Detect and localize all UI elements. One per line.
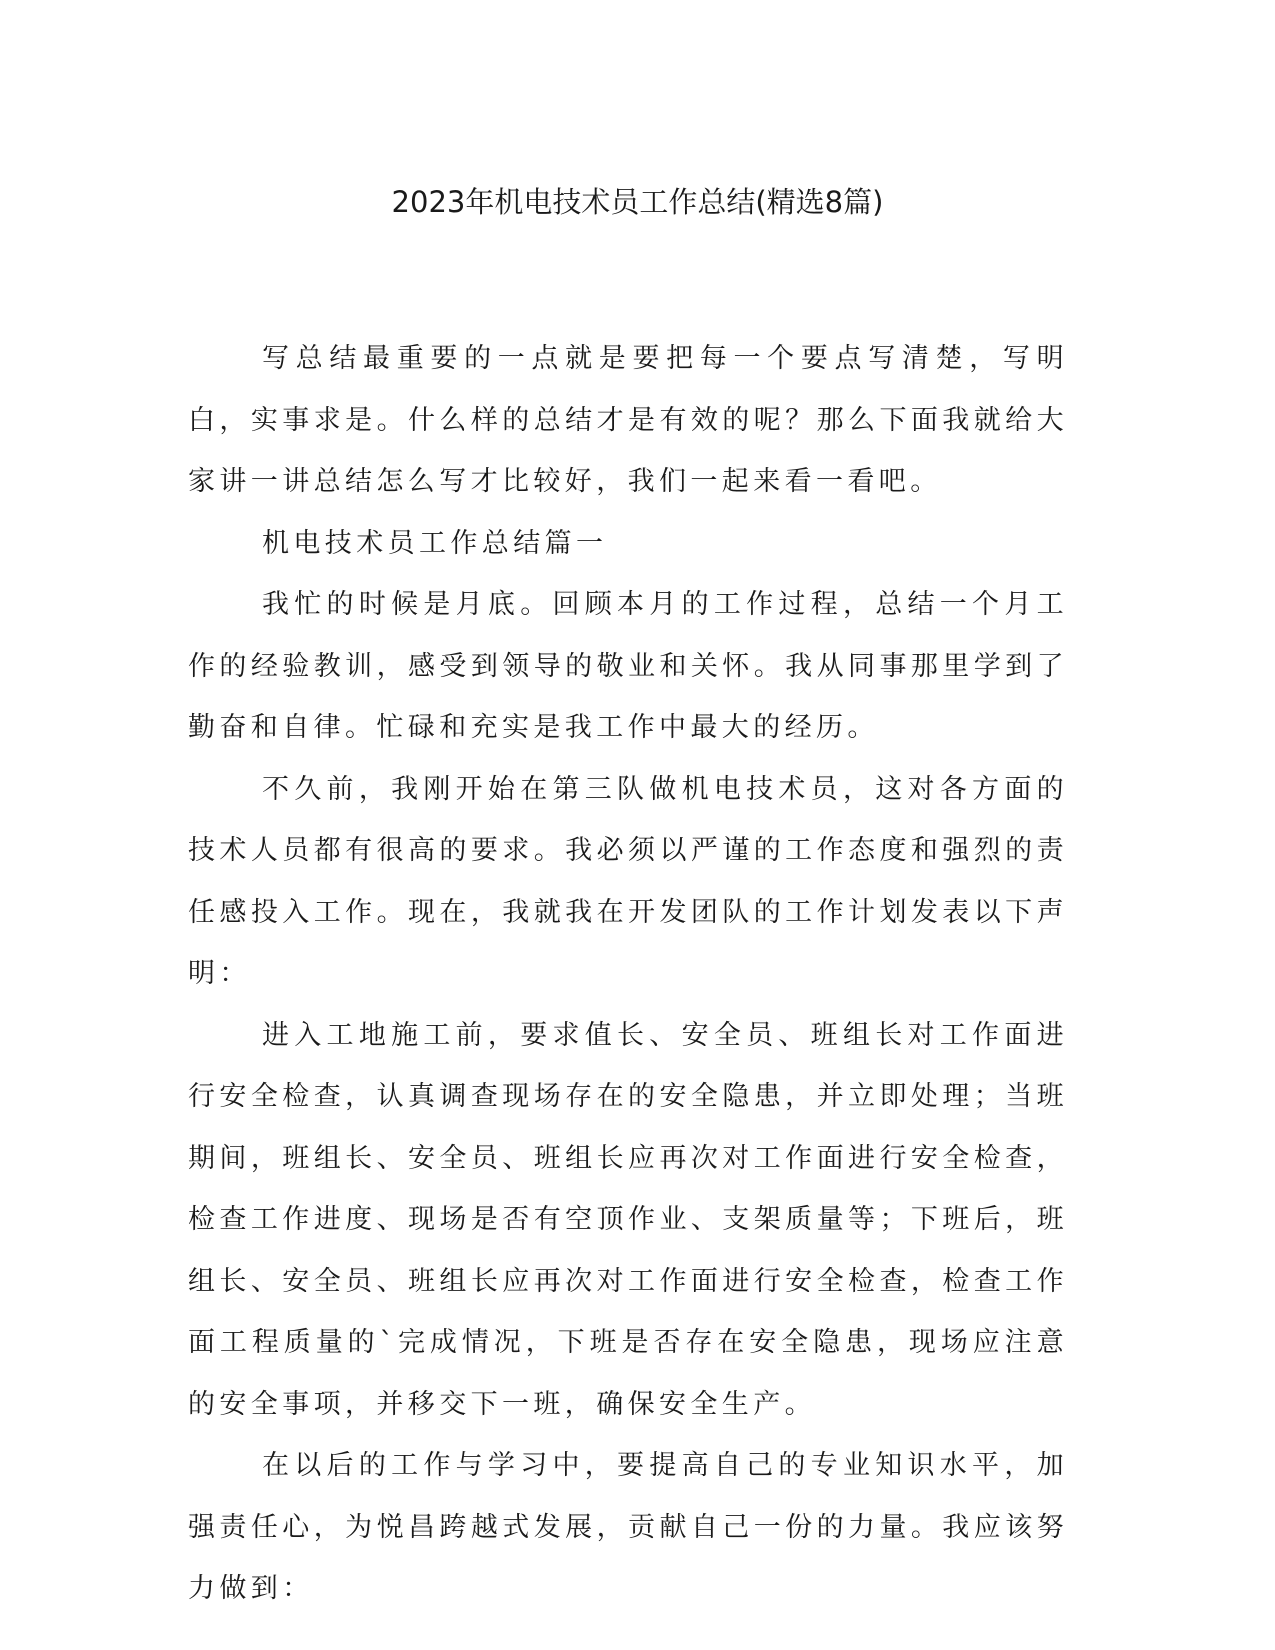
document-title: 2023年机电技术员工作总结(精选8篇) [391, 185, 884, 219]
section-heading: 机电技术员工作总结篇一 [262, 527, 608, 559]
body-paragraph: 我忙的时候是月底。回顾本月的工作过程，总结一个月工作的经验教训，感受到领导的敬业和关怀。我从同事那里学到了勤奋和自律。忙碌和充实是我工作中最大的经历。 [188, 589, 1068, 743]
document-body [188, 328, 1068, 1620]
body-paragraph: 进入工地施工前，要求值长、安全员、班组长对工作面进行安全检查，认真调查现场存在的安全隐患，并立即处理；当班期间，班组长、安全员、班组长应再次对工作面进行安全检查，检查工作进度、现场是否有空顶作业、支架质量等；下班后，班组长、安全员、班组长应再次对工作面进行安全检查，检查工作面工程质量的`完成情况，下班是否存在安全隐患，现场应注意的安全事项，并移交下一班，确保安全生产。 [188, 1019, 1068, 1420]
body-paragraph: 不久前，我刚开始在第三队做机电技术员，这对各方面的技术人员都有很高的要求。我必须以严谨的工作态度和强烈的责任感投入工作。现在，我就我在开发团队的工作计划发表以下声明： [188, 773, 1068, 989]
intro-paragraph: 写总结最重要的一点就是要把每一个要点写清楚，写明白，实事求是。什么样的总结才是有效的呢？那么下面我就给大家讲一讲总结怎么写才比较好，我们一起来看一看吧。 [188, 343, 1068, 497]
body-paragraph: 在以后的工作与学习中，要提高自己的专业知识水平，加强责任心，为悦昌跨越式发展，贡献自己一份的力量。我应该努力做到： [188, 1450, 1068, 1604]
